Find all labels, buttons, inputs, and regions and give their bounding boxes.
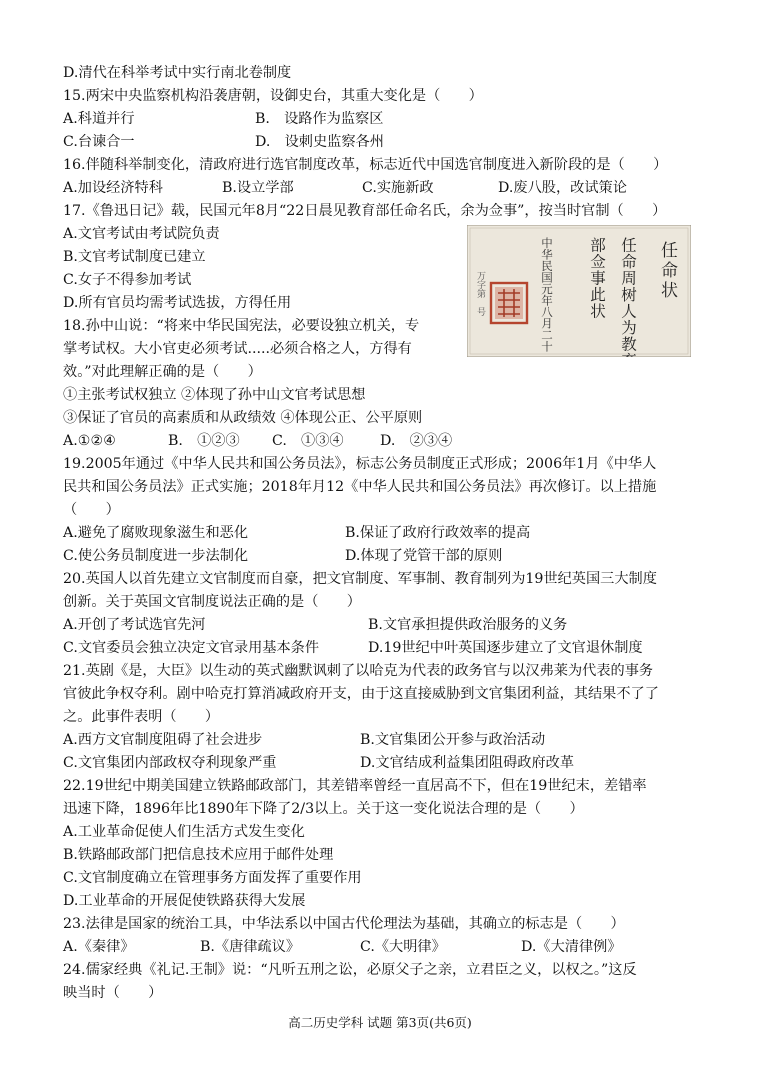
q20-option-c: C.文官委员会独立决定文官录用基本条件 [63,640,320,656]
certificate-number: 万字第 号 [475,271,485,316]
q19-stem-line1: 19.2005年通过《中华人民共和国公务员法》，标志公务员制度正式形成；2006年1月《中华人 [63,456,657,472]
q15-option-c: C.台谏合一 [63,134,135,150]
q17-option-a: A.文官考试由考试院负责 [63,226,220,242]
q18-statements-2: ③保证了官员的高素质和从政绩效 ④体现公正、公平原则 [63,410,423,426]
q20-stem-line1: 20.英国人以首先建立文官制度而自豪，把文官制度、军事制、教育制列为19世纪英国三大制度 [63,571,657,587]
certificate-title: 任命状 [657,241,677,301]
q18-statements-1: ①主张考试权独立 ②体现了孙中山文官考试思想 [63,387,366,403]
q18-option-d: D. ②③④ [380,433,453,449]
q15-option-b: B. 设路作为监察区 [255,111,384,127]
certificate-text-col2: 部佥事此状 [588,237,606,320]
q19-stem-line2: 民共和国公务员法》正式实施；2018年月12《中华人民共和国公务员法》再次修订。以上措施 [63,479,657,495]
q20-stem-line2: 创新。关于英国文官制度说法正确的是（ ） [63,594,361,610]
q24-stem-line1: 24.儒家经典《礼记.王制》说：“凡听五刑之讼，必原父子之亲，立君臣之义，以权之。”这反 [63,962,637,978]
q18-stem-line1: 18.孙中山说：“将来中华民国宪法，必要设独立机关，专 [63,318,420,334]
q18-option-c: C. ①③④ [272,433,344,449]
q23-stem: 23.法律是国家的统治工具，中华法系以中国古代伦理法为基础，其确立的标志是（ ） [63,916,625,932]
q20-option-a: A.开创了考试选官先河 [63,617,206,633]
q23-option-a: A.《秦律》 [63,939,135,955]
q15-stem: 15.两宋中央监察机构沿袭唐朝，设御史台，其重大变化是（ ） [63,88,483,104]
q17-option-b: B.文官考试制度已建立 [63,249,206,265]
q23-option-d: D.《大清律例》 [521,939,622,955]
certificate-text-col1: 任命周树人为教育 [619,237,637,357]
q21-option-c: C.文官集团内部政权夺利现象严重 [63,755,277,771]
q15-option-d: D. 设刺史监察各州 [255,134,384,150]
q16-option-c: C.实施新政 [362,180,434,196]
q18-option-b: B. ①②③ [168,433,240,449]
q14-option-d: D.清代在科举考试中实行南北卷制度 [63,65,292,81]
q19-option-b: B.保证了政府行政效率的提高 [345,525,531,541]
q22-option-d: D.工业革命的开展促使铁路获得大发展 [63,893,306,909]
q22-stem-line1: 22.19世纪中期美国建立铁路邮政部门，其差错率曾经一直居高不下，但在19世纪末，差错率 [63,778,647,794]
q20-option-b: B.文官承担提供政治服务的义务 [368,617,568,633]
q17-option-d: D.所有官员均需考试选拔，方得任用 [63,295,292,311]
q22-option-b: B.铁路邮政部门把信息技术应用于邮件处理 [63,847,334,863]
q17-option-c: C.女子不得参加考试 [63,272,192,288]
q23-option-c: C.《大明律》 [360,939,446,955]
q21-stem-line2: 官彼此争权夺利。剧中哈克打算消减政府开支，由于这直接威胁到文官集团利益，其结果不了了 [63,686,659,702]
q19-option-c: C.使公务员制度进一步法制化 [63,548,249,564]
appointment-certificate-image [467,225,691,357]
q21-option-b: B.文官集团公开参与政治活动 [360,732,546,748]
q18-stem-line3: 效。”对此理解正确的是（ ） [63,364,262,380]
q22-option-c: C.文官制度确立在管理事务方面发挥了重要作用 [63,870,362,886]
q15-option-a: A.科道并行 [63,111,135,127]
q21-stem-line1: 21.英剧《是，大臣》以生动的英式幽默讽刺了以哈克为代表的政务官与以汉弗莱为代表的事务 [63,663,654,679]
q16-option-d: D.废八股，改试策论 [498,180,627,196]
q20-option-d: D.19世纪中叶英国逐步建立了文官退休制度 [368,640,643,656]
q18-option-a: A.①②④ [63,433,116,449]
q21-stem-line3: 之。此事件表明（ ） [63,709,220,725]
q18-stem-line2: 掌考试权。大小官吏必须考试.....必须合格之人，方得有 [63,341,412,357]
q16-option-a: A.加设经济特科 [63,180,163,196]
q21-option-d: D.文官结成利益集团阻碍政府改革 [360,755,575,771]
q23-option-b: B.《唐律疏议》 [200,939,301,955]
q19-stem-line3: （ ） [63,502,120,518]
q17-stem: 17.《鲁迅日记》载，民国元年8月“22日晨见教育部任命名氏，余为佥事”，按当时官制（ ） [63,203,667,219]
q19-option-a: A.避免了腐败现象滋生和恶化 [63,525,249,541]
q22-stem-line2: 迅速下降，1896年比1890年下降了2/3以上。关于这一变化说法合理的是（ ） [63,801,584,817]
q19-option-d: D.体现了党管干部的原则 [345,548,503,564]
q21-option-a: A.西方文官制度阻碍了社会进步 [63,732,263,748]
q16-stem: 16.伴随科举制变化，清政府进行选官制度改革，标志近代中国选官制度进入新阶段的是（ ） [63,157,668,173]
certificate-date: 中华民国元年八月二十 [540,237,554,352]
page-footer: 高二历史学科 试题 第3页(共6页) [288,1015,472,1030]
q16-option-b: B.设立学部 [222,180,294,196]
q24-stem-line2: 映当时（ ） [63,985,163,1001]
q22-option-a: A.工业革命促使人们生活方式发生变化 [63,824,305,840]
